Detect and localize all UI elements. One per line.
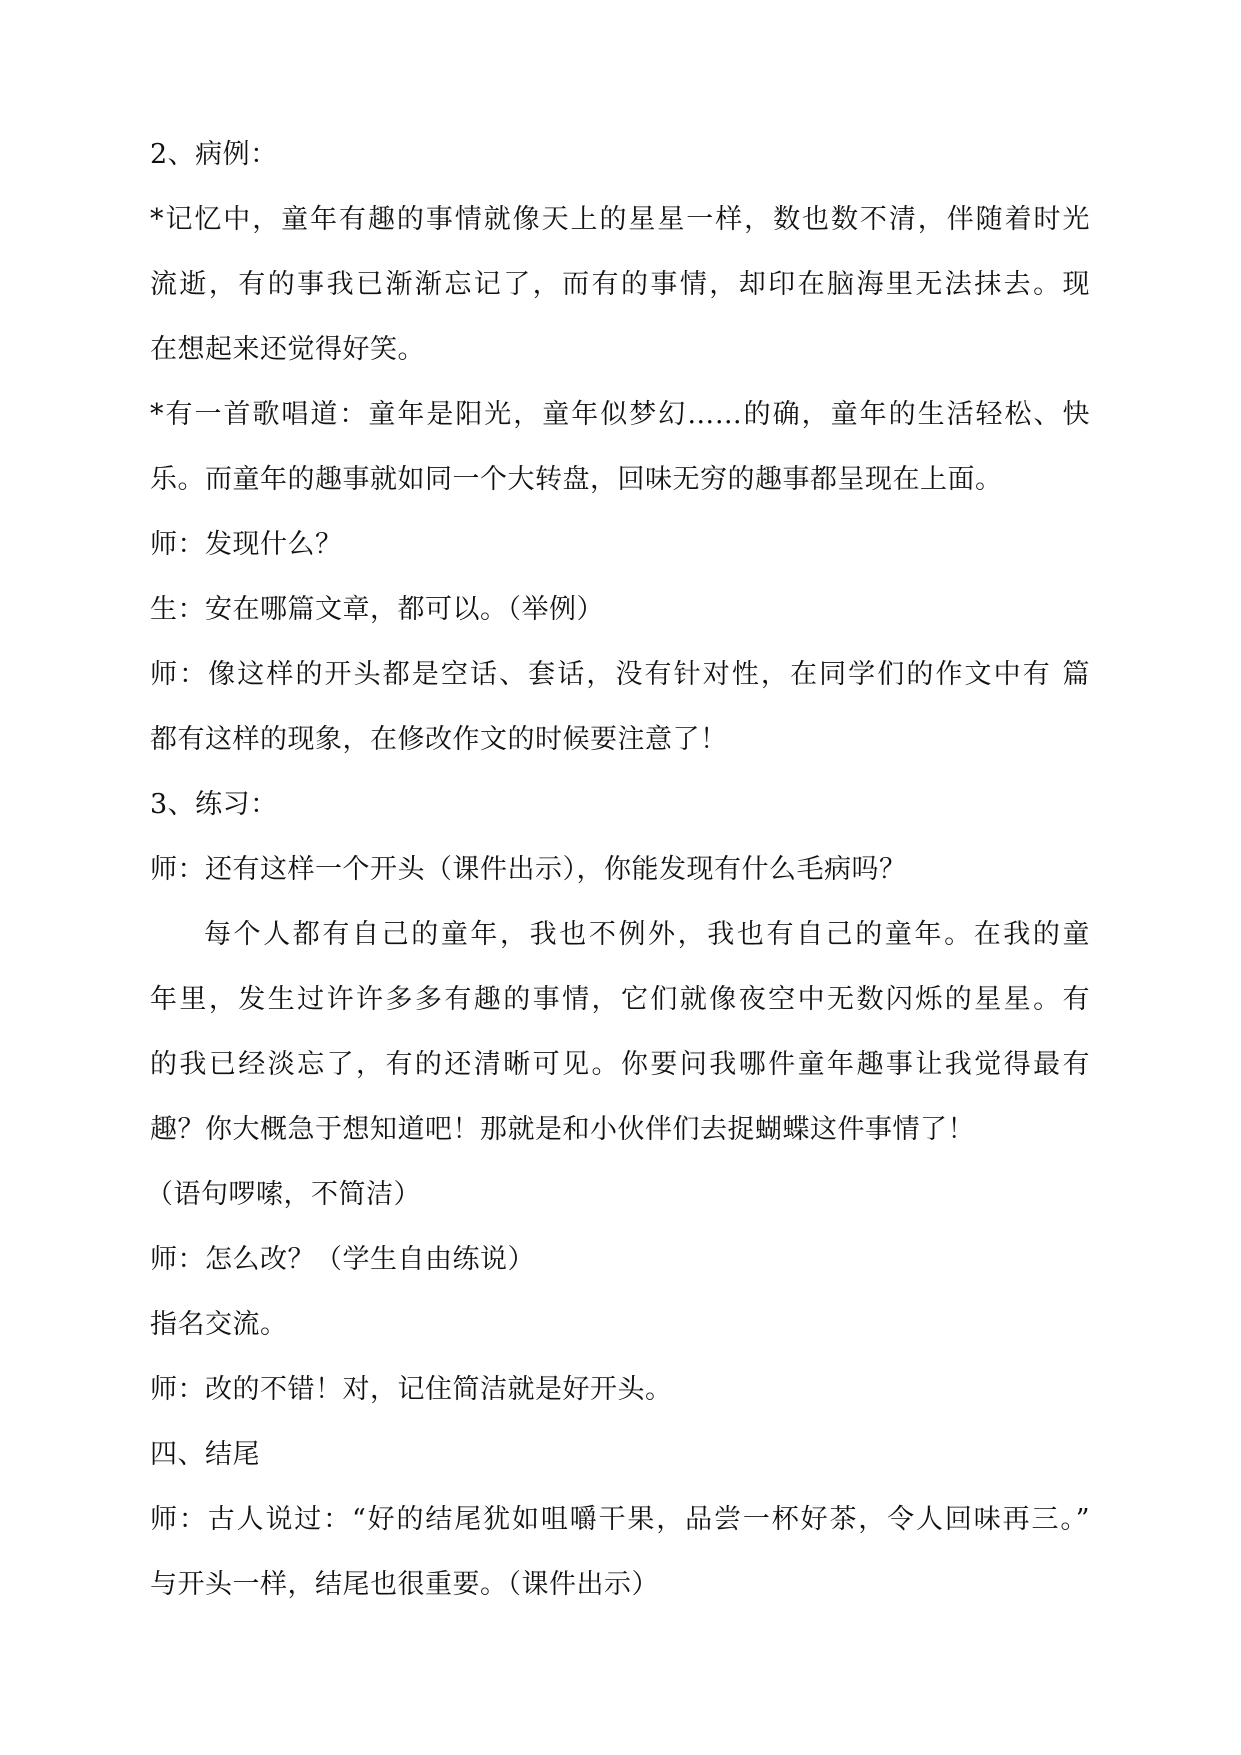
comment-line: （语句啰嗦，不简洁） — [146, 1179, 421, 1210]
dialogue-line: 都有这样的现象，在修改作文的时候要注意了！ — [150, 724, 728, 755]
paragraph-line: 指名交流。 — [150, 1309, 288, 1340]
section-heading-practice: 3、练习： — [150, 789, 278, 820]
paragraph-line: 每个人都有自己的童年，我也不例外，我也有自己的童年。在我的童 — [204, 919, 1090, 950]
paragraph-line: 趣？你大概急于想知道吧！那就是和小伙伴们去捉蝴蝶这件事情了！ — [150, 1114, 975, 1145]
dialogue-line: 师：怎么改？（学生自由练说） — [150, 1244, 535, 1275]
dialogue-line: 师：古人说过：“好的结尾犹如咀嚼干果，品尝一杯好茶，令人回味再三。” — [150, 1504, 1090, 1535]
section-heading-case: 2、病例： — [150, 139, 278, 170]
paragraph-line: 乐。而童年的趣事就如同一个大转盘，回味无穷的趣事都呈现在上面。 — [150, 464, 1003, 495]
section-heading-ending: 四、结尾 — [150, 1439, 260, 1470]
paragraph-line: 的我已经淡忘了，有的还清晰可见。你要问我哪件童年趣事让我觉得最有 — [150, 1049, 1090, 1080]
dialogue-line: 师：还有这样一个开头（课件出示），你能发现有什么毛病吗？ — [150, 854, 907, 885]
paragraph-line: *有一首歌唱道：童年是阳光，童年似梦幻……的确，童年的生活轻松、快 — [150, 399, 1090, 430]
paragraph-line: 流逝，有的事我已渐渐忘记了，而有的事情，却印在脑海里无法抹去。现 — [150, 269, 1090, 300]
dialogue-line: 师：改的不错！对，记住简洁就是好开头。 — [150, 1374, 673, 1405]
dialogue-line: 师：发现什么？ — [150, 529, 343, 560]
document-body — [146, 122, 1090, 1617]
paragraph-line: *记忆中，童年有趣的事情就像天上的星星一样，数也数不清，伴随着时光 — [150, 204, 1090, 235]
paragraph-line: 与开头一样，结尾也很重要。（课件出示） — [150, 1569, 659, 1600]
paragraph-line: 在想起来还觉得好笑。 — [150, 334, 425, 365]
dialogue-line: 师：像这样的开头都是空话、套话，没有针对性，在同学们的作文中有 篇 — [150, 659, 1090, 690]
paragraph-line: 年里，发生过许许多多有趣的事情，它们就像夜空中无数闪烁的星星。有 — [150, 984, 1090, 1015]
dialogue-line: 生：安在哪篇文章，都可以。（举例） — [150, 594, 604, 625]
